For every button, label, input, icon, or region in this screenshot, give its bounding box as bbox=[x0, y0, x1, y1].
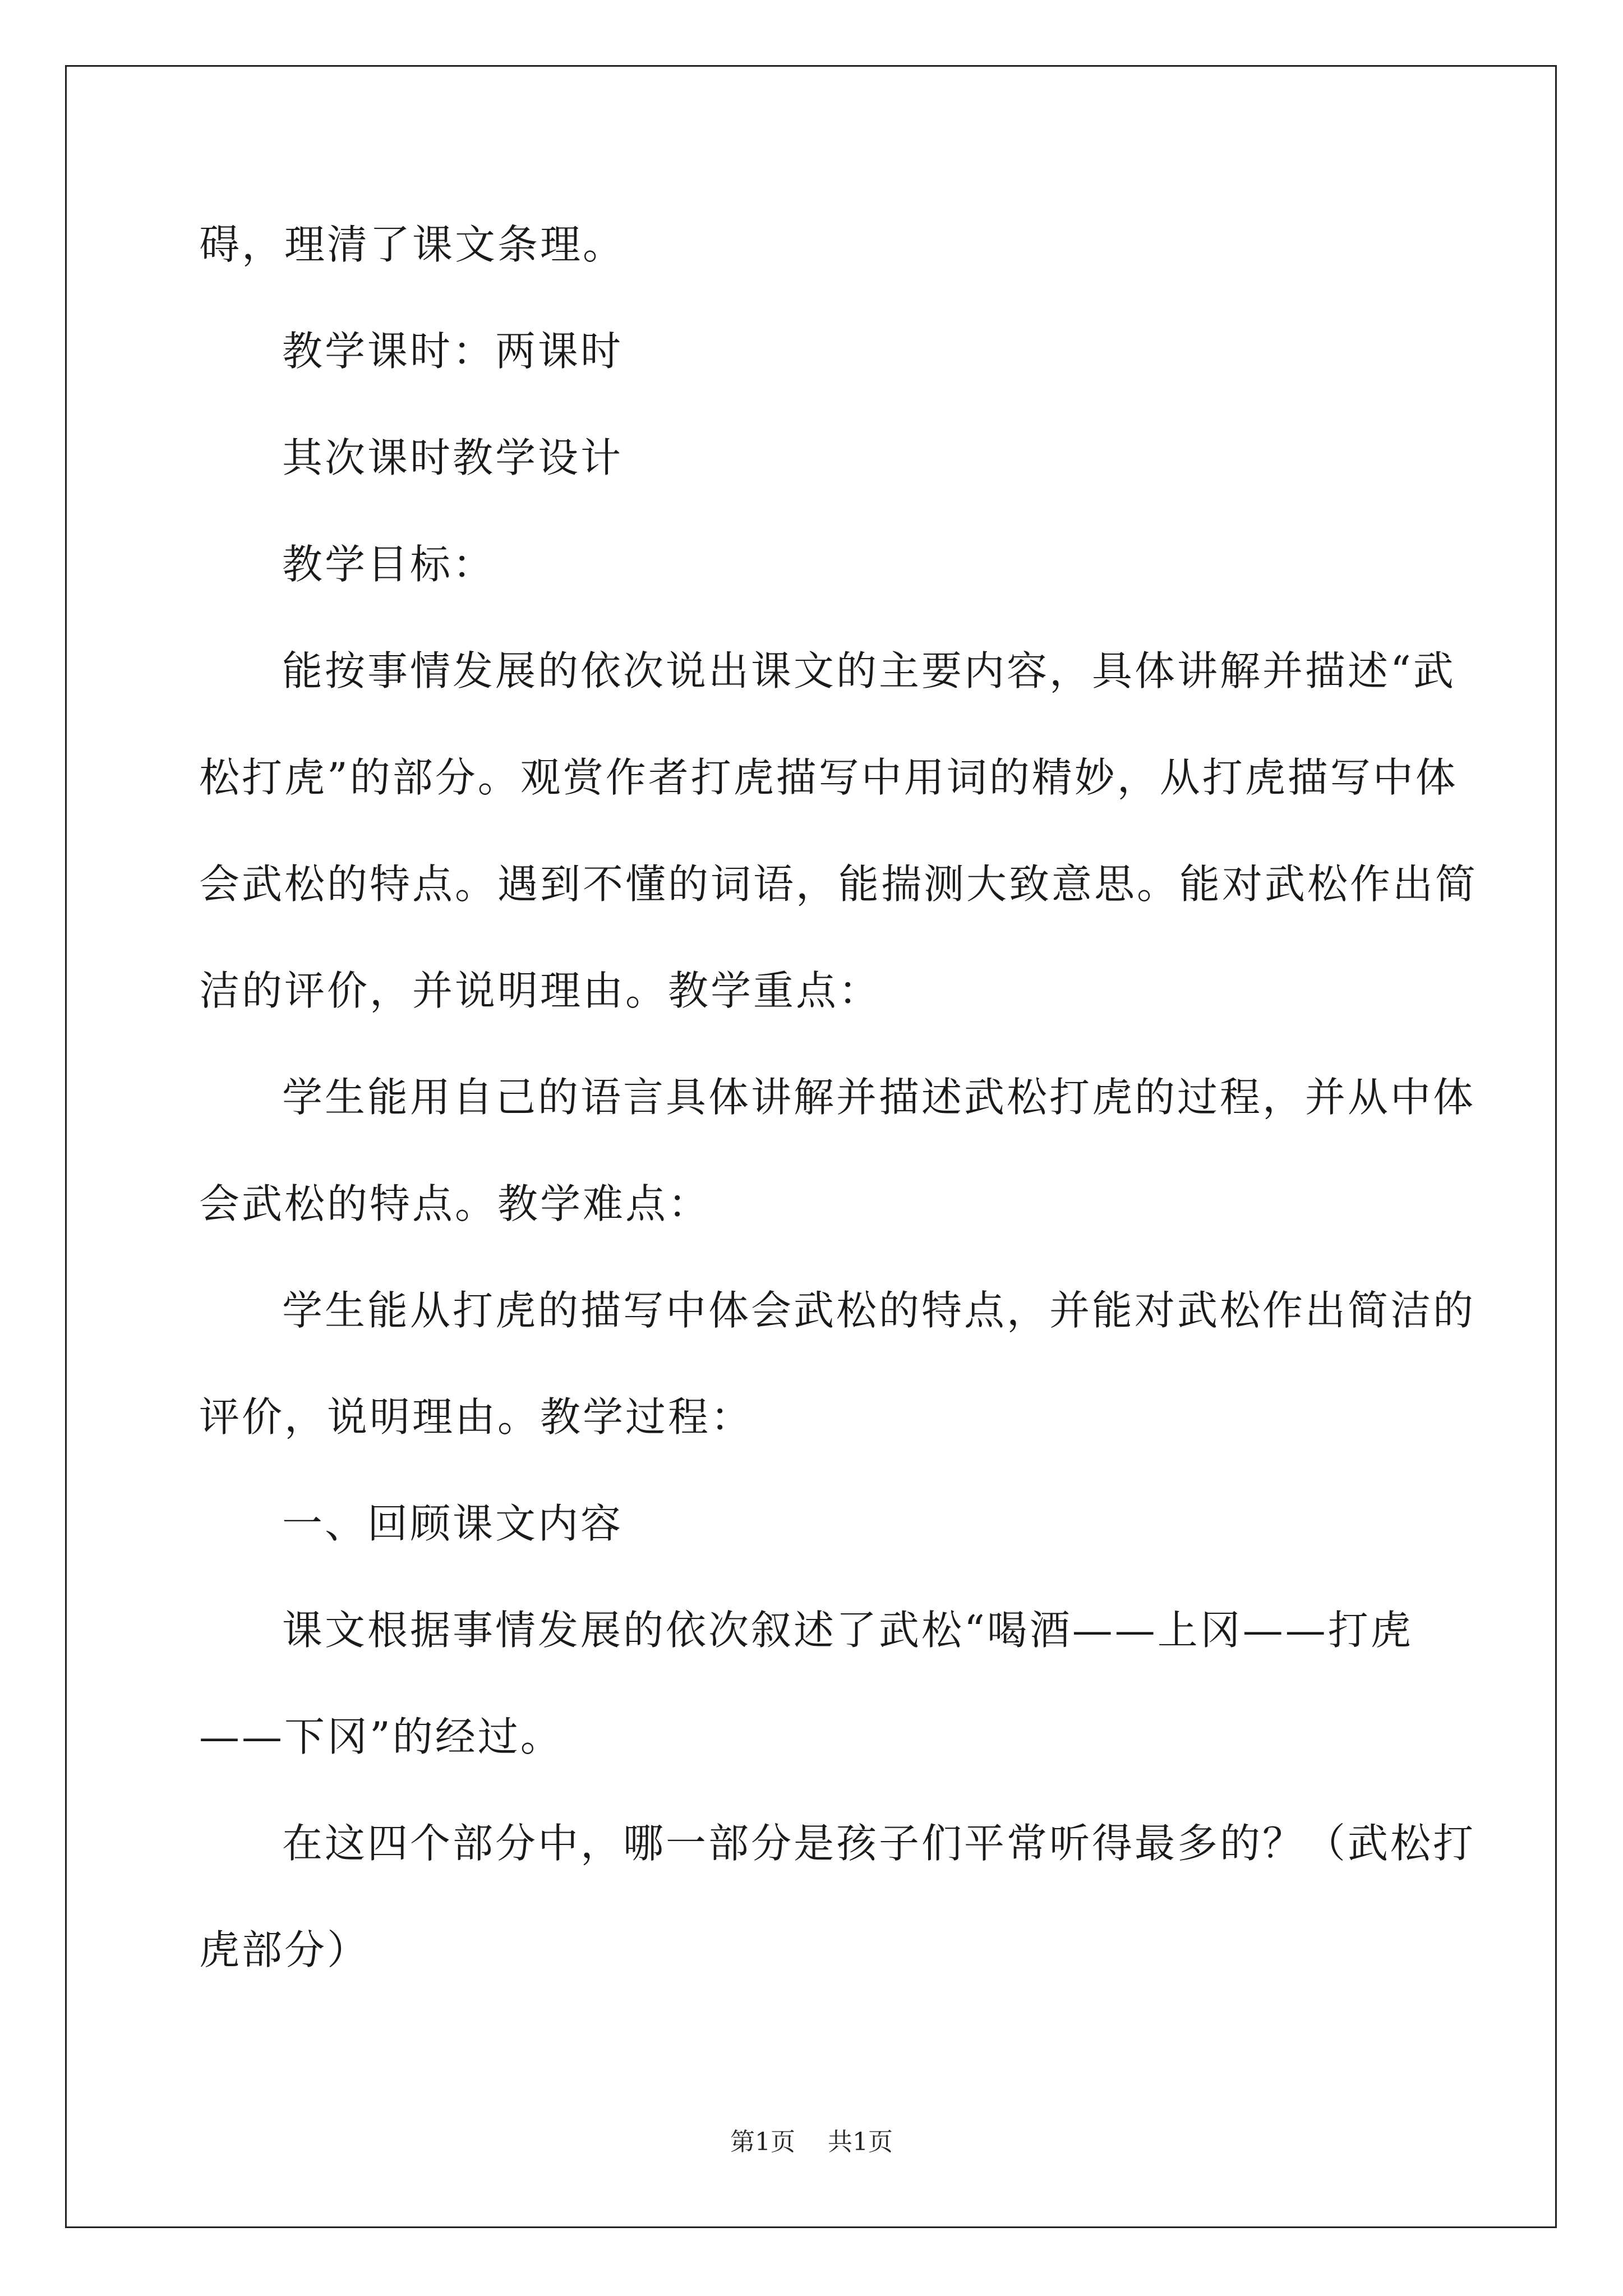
text-line: 能按事情发展的依次说出课文的主要内容，具体讲解并描述“武 bbox=[282, 647, 1456, 694]
text-line: ——下冈”的经过。 bbox=[199, 1713, 563, 1760]
text-line: 课文根据事情发展的依次叙述了武松“喝酒——上冈——打虎 bbox=[282, 1607, 1413, 1654]
page-footer bbox=[0, 2128, 1623, 2156]
text-line: 教学目标： bbox=[282, 541, 496, 588]
text-line: 虎部分） bbox=[199, 1926, 370, 1973]
text-line: 学生能从打虎的描写中体会武松的特点，并能对武松作出简洁的 bbox=[282, 1287, 1476, 1334]
text-line: 会武松的特点。教学难点： bbox=[199, 1180, 711, 1227]
text-line: 会武松的特点。遇到不懂的词语，能揣测大致意思。能对武松作出简 bbox=[199, 861, 1478, 908]
page-border bbox=[65, 65, 1557, 2228]
text-line: 教学课时：两课时 bbox=[282, 328, 624, 375]
text-line: 在这四个部分中，哪一部分是孩子们平常听得最多的？（武松打 bbox=[282, 1820, 1476, 1867]
page-number-total: 共1页 bbox=[828, 2128, 893, 2156]
text-line: 碍，理清了课文条理。 bbox=[199, 221, 626, 268]
text-line: 评价，说明理由。教学过程： bbox=[199, 1393, 754, 1441]
text-line: 松打虎”的部分。观赏作者打虎描写中用词的精妙，从打虎描写中体 bbox=[199, 754, 1458, 801]
text-line: 其次课时教学设计 bbox=[282, 434, 624, 481]
page-number-current: 第1页 bbox=[730, 2128, 795, 2156]
text-line: 一、回顾课文内容 bbox=[282, 1500, 624, 1547]
text-line: 洁的评价，并说明理由。教学重点： bbox=[199, 967, 882, 1014]
text-line: 学生能用自己的语言具体讲解并描述武松打虎的过程，并从中体 bbox=[282, 1074, 1476, 1121]
